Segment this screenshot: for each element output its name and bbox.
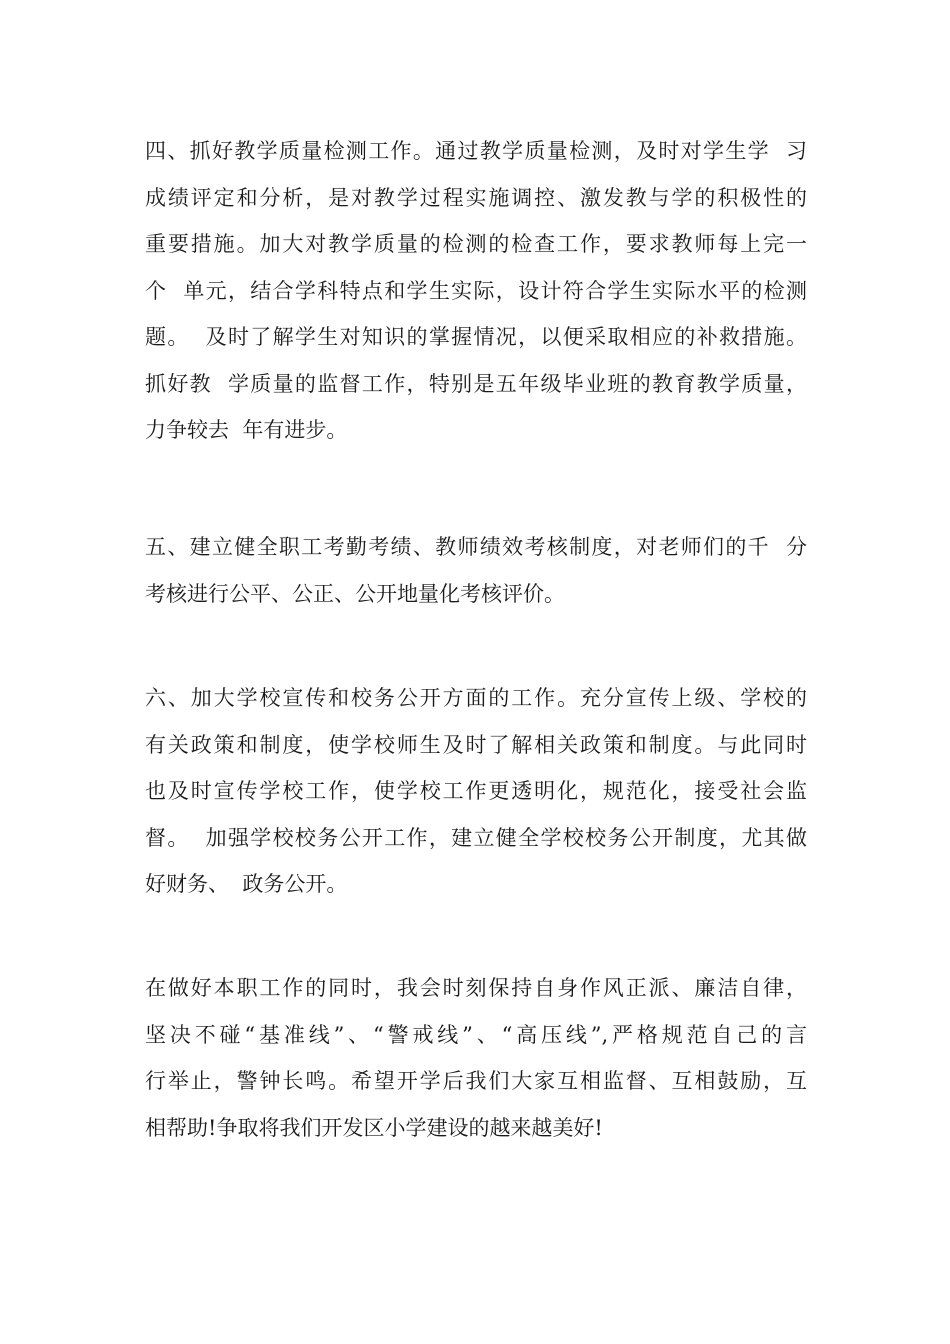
text-line: 考核进行公平、公正、公开地量化考核评价。 (145, 581, 565, 606)
paragraph-closing (145, 965, 807, 1151)
paragraph-item-6 (145, 675, 807, 908)
text-line: 行举止，警钟长鸣。希望开学后我们大家互相监督、互相鼓励，互 (145, 1069, 807, 1093)
text-line: 四、抓好教学质量检测工作。通过教学质量检测，及时对学生学 习 (145, 139, 807, 163)
text-line: 题。 及时了解学生对知识的掌握情况，以便采取相应的补救措施。 (145, 325, 807, 349)
paragraph-item-4 (145, 128, 807, 454)
text-line: 六、加大学校宣传和校务公开方面的工作。充分宣传上级、学校的 (145, 686, 807, 710)
text-line: 也及时宣传学校工作，使学校工作更透明化，规范化，接受社会监 (145, 779, 807, 803)
text-line: 在做好本职工作的同时，我会时刻保持自身作风正派、廉洁自律， (145, 976, 807, 1000)
text-line: 力争较去 年有进步。 (145, 418, 348, 442)
text-line: 成绩评定和分析，是对教学过程实施调控、激发教与学的积极性的 (145, 185, 807, 210)
text-line: 好财务、 政务公开。 (145, 872, 348, 896)
text-line: 重要措施。加大对教学质量的检测的检查工作，要求教师每上完一 (145, 232, 807, 256)
text-line: 个 单元，结合学科特点和学生实际，设计符合学生实际水平的检测 (145, 278, 807, 303)
paragraph-item-5 (145, 524, 807, 617)
text-line: 五、建立健全职工考勤考绩、教师绩效考核制度，对老师们的千 分 (145, 535, 807, 559)
text-line: 相帮助!争取将我们开发区小学建设的越来越美好! (145, 1115, 603, 1140)
text-line: 抓好教 学质量的监督工作，特别是五年级毕业班的教育教学质量， (145, 371, 807, 396)
text-line: 坚决不碰“基准线”、“警戒线”、“高压线”,严格规范自己的言 (145, 1022, 807, 1047)
text-line: 督。 加强学校校务公开工作，建立健全学校校务公开制度，尤其做 (145, 825, 807, 850)
text-line: 有关政策和制度，使学校师生及时了解相关政策和制度。与此同时 (145, 732, 807, 757)
